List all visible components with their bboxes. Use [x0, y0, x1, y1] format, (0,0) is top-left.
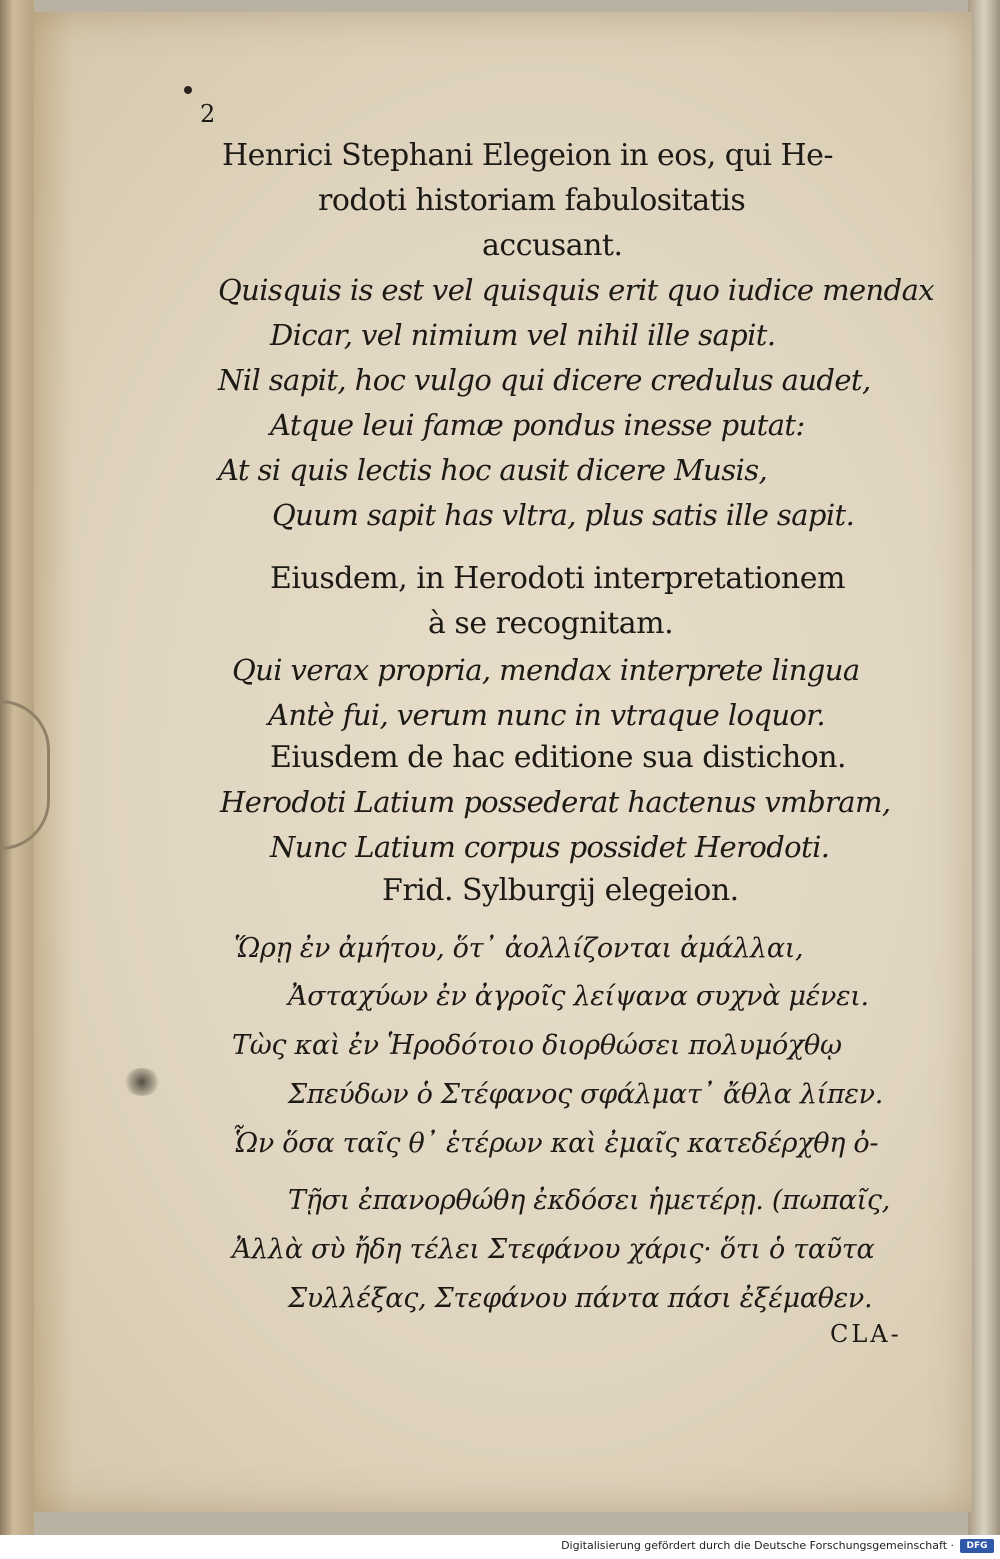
greek-line-3: Τὼς καὶ ἐν Ἡροδότοιο διορθώσει πολυμόχθῳ [232, 1030, 842, 1061]
title-line-1: Henrici Stephani Elegeion in eos, qui He- [222, 138, 833, 173]
greek-line-5: Ὧν ὅσα ταῖς θ᾽ ἑτέρων καὶ ἐμαῖς κατεδέρχθη ὀ- [232, 1128, 879, 1159]
title-line-3: accusant. [482, 228, 623, 263]
poem1-line-1: Quisquis is est vel quisquis erit quo iudice mendax [218, 273, 935, 307]
ink-dot [184, 86, 192, 94]
poem2-line-2: Antè fui, verum nunc in vtraque loquor. [268, 698, 825, 732]
poem3-line-2: Nunc Latium corpus possidet Herodoti. [270, 830, 830, 864]
funding-notice: Digitalisierung gefördert durch die Deutsche Forschungsgemeinschaft · [561, 1539, 954, 1552]
greek-line-8: Συλλέξας, Στεφάνου πάντα πάσι ἐξέμαθεν. [288, 1283, 873, 1314]
greek-line-7: Ἀλλὰ σὺ ἤδη τέλει Στεφάνου χάρις· ὅτι ὁ ταῦτα [232, 1234, 875, 1265]
poem1-line-2: Dicar, vel nimium vel nihil ille sapit. [270, 318, 776, 352]
heading4: Frid. Sylburgij elegeion. [382, 873, 739, 908]
greek-line-2: Ἀσταχύων ἐν ἀγροῖς λείψανα συχνὰ μένει. [288, 981, 869, 1012]
page-number: 2 [200, 100, 216, 128]
ink-smudge [124, 1068, 160, 1096]
poem3-line-1: Herodoti Latium possederat hactenus vmbram, [220, 785, 891, 819]
dfg-logo: DFG [960, 1539, 994, 1553]
catchword: CLA- [830, 1320, 902, 1348]
digitization-footer [0, 1535, 1000, 1559]
greek-line-1: Ὥρῃ ἐν ἀμήτου, ὅτ᾽ ἀολλίζονται ἀμάλλαι, [234, 933, 804, 964]
poem1-line-3: Nil sapit, hoc vulgo qui dicere credulus audet, [218, 363, 871, 397]
heading3: Eiusdem de hac editione sua distichon. [270, 740, 847, 775]
poem1-line-5: At si quis lectis hoc ausit dicere Musis, [218, 453, 768, 487]
heading2-line-1: Eiusdem, in Herodoti interpretationem [270, 561, 845, 596]
greek-line-4: Σπεύδων ὁ Στέφανος σφάλματ᾽ ἄθλα λίπεν. [288, 1079, 883, 1110]
poem1-line-6: Quum sapit has vltra, plus satis ille sapit. [272, 498, 855, 532]
greek-line-6: Τῇσι ἐπανορθώθη ἐκδόσει ἡμετέρῃ. (πωπαῖς, [288, 1185, 890, 1216]
book-edge-right [968, 0, 1000, 1535]
poem1-line-4: Atque leui famæ pondus inesse putat: [270, 408, 805, 442]
heading2-line-2: à se recognitam. [428, 606, 674, 641]
title-line-2: rodoti historiam fabulositatis [318, 183, 746, 218]
poem2-line-1: Qui verax propria, mendax interprete lingua [232, 653, 860, 687]
